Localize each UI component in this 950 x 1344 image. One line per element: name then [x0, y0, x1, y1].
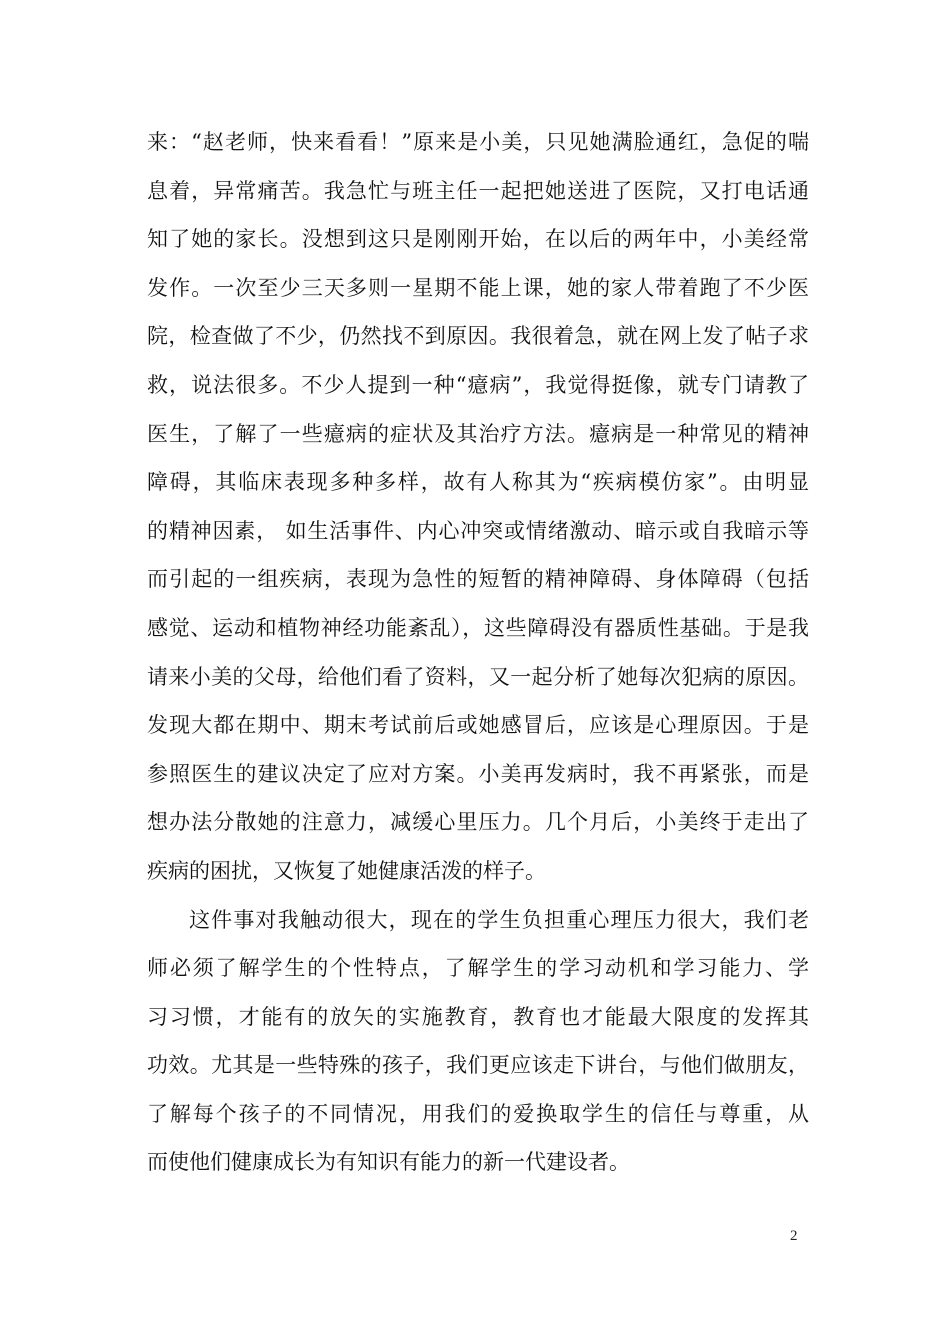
text-line: 医生，了解了一些癔病的症状及其治疗方法。癔病是一种常见的精神 [147, 421, 809, 446]
paragraph-last-line: 而使他们健康成长为有知识有能力的新一代建设者。 [147, 1150, 630, 1175]
text-line: 救，说法很多。不少人提到一种“癔病”，我觉得挺像，就专门请教了 [147, 372, 809, 397]
text-line: 院，检查做了不少，仍然找不到原因。我很着急，就在网上发了帖子求 [147, 324, 809, 349]
paragraph-last-line: 疾病的困扰，又恢复了她健康活泼的样子。 [147, 858, 546, 883]
text-line: 发现大都在期中、期末考试前后或她感冒后，应该是心理原因。于是 [147, 713, 809, 738]
body-text [147, 118, 809, 1187]
text-line: 息着，异常痛苦。我急忙与班主任一起把她送进了医院，又打电话通 [147, 178, 809, 203]
text-line: 想办法分散她的注意力，减缓心里压力。几个月后，小美终于走出了 [147, 810, 809, 835]
text-line: 发作。一次至少三天多则一星期不能上课，她的家人带着跑了不少医 [147, 275, 809, 300]
text-line: 来：“赵老师，快来看看！”原来是小美，只见她满脸通红，急促的喘 [147, 130, 809, 154]
text-line: 的精神因素， 如生活事件、内心冲突或情绪激动、暗示或自我暗示等 [147, 518, 809, 543]
text-line: 知了她的家长。没想到这只是刚刚开始，在以后的两年中，小美经常 [147, 227, 809, 252]
text-line: 师必须了解学生的个性特点，了解学生的学习动机和学习能力、学 [147, 956, 809, 981]
text-line: 请来小美的父母，给他们看了资料，又一起分析了她每次犯病的原因。 [147, 664, 809, 689]
text-line: 功效。尤其是一些特殊的孩子，我们更应该走下讲台，与他们做朋友， [147, 1053, 809, 1078]
text-line: 感觉、运动和植物神经功能紊乱），这些障碍没有器质性基础。于是我 [147, 615, 809, 640]
paragraph-first-line: 这件事对我触动很大，现在的学生负担重心理压力很大，我们老 [189, 907, 809, 932]
text-line: 习习惯，才能有的放矢的实施教育，教育也才能最大限度的发挥其 [147, 1004, 809, 1029]
text-line: 而引起的一组疾病，表现为急性的短暂的精神障碍、身体障碍（包括 [147, 567, 809, 592]
text-line: 了解每个孩子的不同情况，用我们的爱换取学生的信任与尊重，从 [147, 1101, 809, 1126]
text-line: 障碍，其临床表现多种多样，故有人称其为“疾病模仿家”。由明显 [147, 470, 809, 495]
page-number: 2 [790, 1228, 798, 1244]
text-line: 参照医生的建议决定了应对方案。小美再发病时，我不再紧张，而是 [147, 761, 809, 786]
